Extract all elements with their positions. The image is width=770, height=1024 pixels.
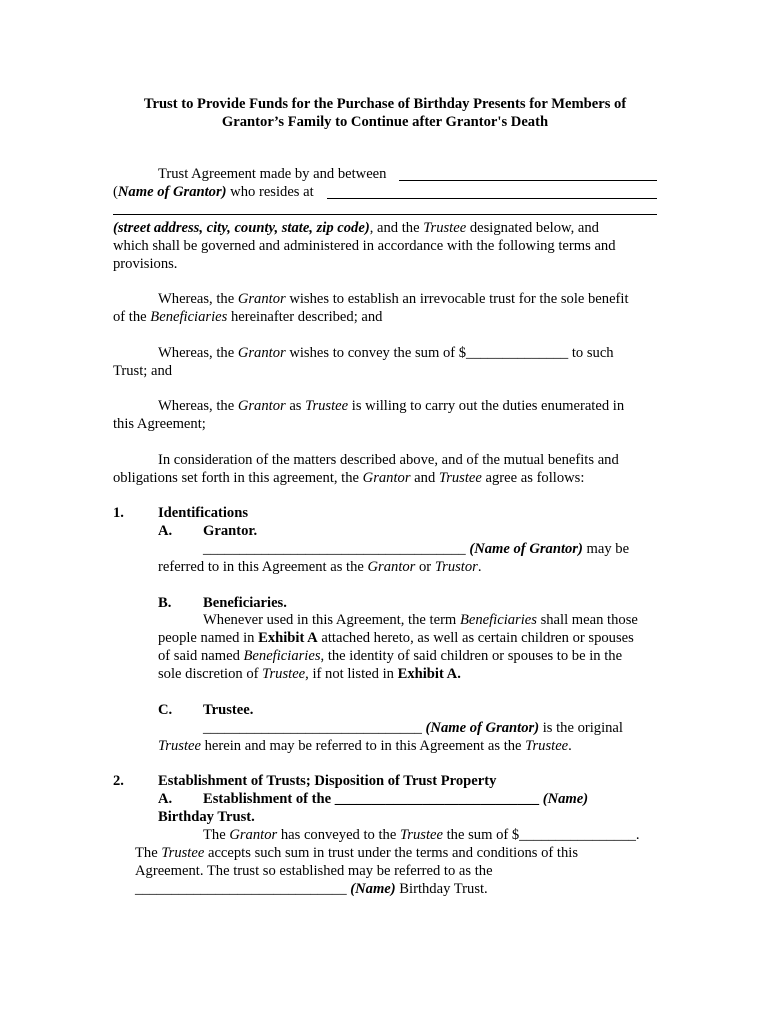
section-2-number: 2. <box>113 773 124 789</box>
consideration-line-1: In consideration of the matters described above, and of the mutual benefits and <box>158 452 619 468</box>
title-line-2: Grantor’s Family to Continue after Grantor's Death <box>221 114 549 130</box>
section-1b-line-2: people named in Exhibit A attached hereto, as well as certain children or spouses <box>158 630 634 646</box>
whereas1-line-1: Whereas, the Grantor wishes to establish an irrevocable trust for the sole benefit <box>158 291 629 307</box>
consideration-line-2: obligations set forth in this agreement, the Grantor and Trustee agree as follows: <box>113 470 585 486</box>
intro-line-1: Trust Agreement made by and between <box>158 166 387 182</box>
grantor-name-blank <box>399 165 657 181</box>
section-1c-line-1: ______________________________ (Name of Grantor) is the original <box>203 720 623 736</box>
whereas1-line-2: of the Beneficiaries hereinafter described; and <box>113 309 383 325</box>
whereas2-line-1: Whereas, the Grantor wishes to convey the sum of $______________ to such <box>158 345 614 361</box>
section-2a-heading-line: Establishment of the ____________________________ (Name) <box>203 791 589 807</box>
section-1b-line-1: Whenever used in this Agreement, the term Beneficiaries shall mean those <box>203 612 638 628</box>
intro-line-3: (street address, city, county, state, zip code), and the Trustee designated below, and <box>113 220 599 236</box>
section-2a-heading-line-2: Birthday Trust. <box>158 809 255 825</box>
section-2a-line-1: The Grantor has conveyed to the Trustee the sum of $________________. <box>203 827 640 843</box>
section-2-heading: Establishment of Trusts; Disposition of Trust Property <box>158 773 497 789</box>
title-line-1: Trust to Provide Funds for the Purchase of Birthday Presents for Members of <box>143 96 627 112</box>
whereas3-line-1: Whereas, the Grantor as Trustee is willing to carry out the duties enumerated in <box>158 398 625 414</box>
address-blank-line-2 <box>113 214 657 215</box>
section-1b-line-3: of said named Beneficiaries, the identity of said children or spouses to be in the <box>158 648 623 664</box>
section-1-number: 1. <box>113 505 124 521</box>
intro-line-5: provisions. <box>113 256 178 272</box>
section-1a-letter: A. <box>158 523 173 539</box>
section-2a-line-3: Agreement. The trust so established may be referred to as the <box>135 863 493 879</box>
section-1c-line-2: Trustee herein and may be referred to in this Agreement as the Trustee. <box>158 738 572 754</box>
section-1a-heading: Grantor. <box>203 523 258 539</box>
section-1b-letter: B. <box>158 595 172 611</box>
section-1c-letter: C. <box>158 702 173 718</box>
section-1a-line-1: ____________________________________ (Name of Grantor) may be <box>203 541 630 557</box>
whereas3-line-2: this Agreement; <box>113 416 206 432</box>
section-2a-line-4: _____________________________ (Name) Birthday Trust. <box>135 881 488 897</box>
section-2a-line-2: The Trustee accepts such sum in trust under the terms and conditions of this <box>135 845 579 861</box>
whereas2-line-2: Trust; and <box>113 363 173 379</box>
section-1c-heading: Trustee. <box>203 702 254 718</box>
section-1a-line-2: referred to in this Agreement as the Grantor or Trustor. <box>158 559 482 575</box>
address-blank <box>327 183 657 199</box>
section-1-heading: Identifications <box>158 505 248 521</box>
section-1b-heading: Beneficiaries. <box>203 595 287 611</box>
intro-line-2: (Name of Grantor) who resides at <box>113 184 314 200</box>
section-2a-letter: A. <box>158 791 173 807</box>
section-1b-line-4: sole discretion of Trustee, if not listed in Exhibit A. <box>158 666 461 682</box>
document-title <box>100 95 670 131</box>
intro-line-4: which shall be governed and administered in accordance with the following terms and <box>113 238 616 254</box>
